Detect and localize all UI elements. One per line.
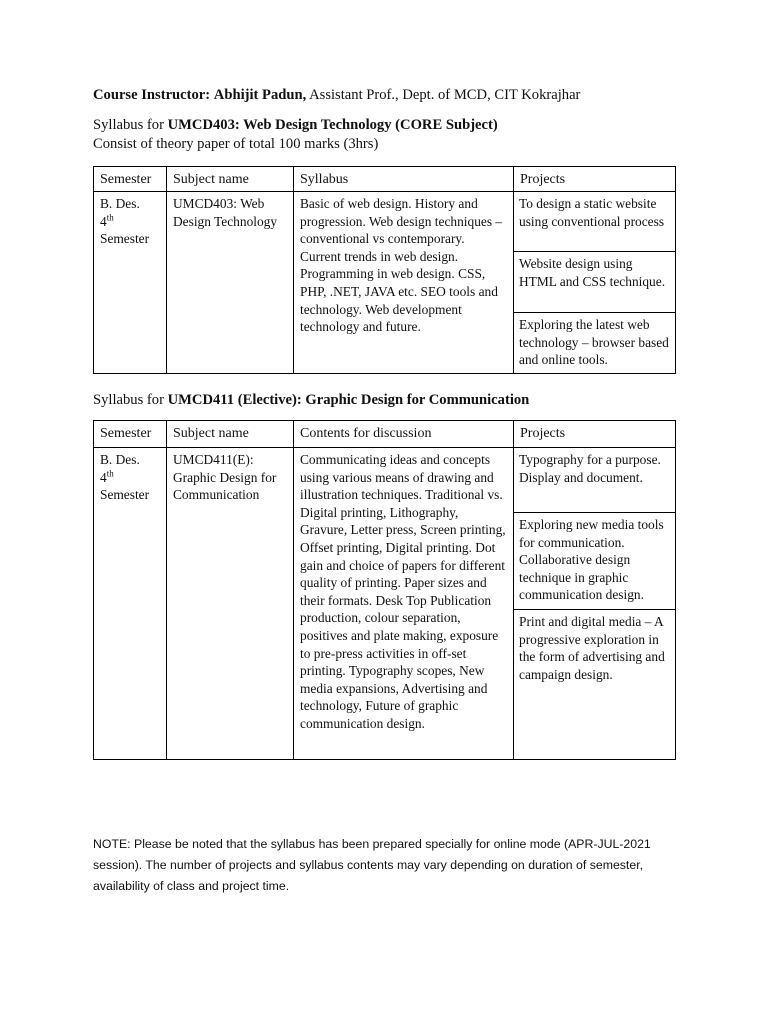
project-item: To design a static website using conventional process bbox=[514, 192, 675, 252]
project-item: Typography for a purpose. Display and document. bbox=[514, 448, 675, 513]
col-header: Semester bbox=[100, 172, 152, 187]
syllabus-cell: Basic of web design. History and progression. Web design techniques – conventional vs contemporary. Current trends in web design. Programming in web design. CSS, PHP, .NET, JAVA etc. SEO tools and technology. Web development technology and future. bbox=[300, 196, 503, 335]
col-header: Projects bbox=[520, 172, 566, 187]
subject-cell: UMCD403: Web Design Technology bbox=[173, 196, 278, 229]
instructor-name: Abhijit Padun, bbox=[213, 87, 307, 103]
table-row bbox=[94, 448, 676, 760]
semester-cell: B. Des. 4th Semester bbox=[100, 452, 150, 503]
project-item: Website design using HTML and CSS technique. bbox=[514, 252, 675, 313]
col-header: Subject name bbox=[173, 172, 249, 187]
course2-heading bbox=[93, 391, 529, 409]
col-header: Projects bbox=[520, 426, 566, 441]
project-item: Print and digital media – A progressive exploration in the form of advertising and campaign design. bbox=[519, 614, 665, 682]
course1-heading bbox=[93, 116, 498, 134]
projects-cell bbox=[514, 192, 675, 373]
project-item: Exploring new media tools for communication. Collaborative design technique in graphic communication design. bbox=[514, 513, 675, 610]
col-header: Syllabus bbox=[300, 172, 349, 187]
course1-marks-note: Consist of theory paper of total 100 marks (3hrs) bbox=[93, 136, 379, 152]
course1-prefix: Syllabus for bbox=[93, 117, 168, 133]
subject-cell: UMCD411(E): Graphic Design for Communication bbox=[173, 452, 277, 503]
course2-prefix: Syllabus for bbox=[93, 392, 168, 408]
col-header: Subject name bbox=[173, 426, 249, 441]
course-instructor-line bbox=[93, 86, 580, 104]
col-header: Semester bbox=[100, 426, 152, 441]
table-header-row bbox=[94, 421, 676, 448]
course2-table bbox=[93, 420, 676, 760]
footer-note: NOTE: Please be noted that the syllabus has been prepared specially for online mode (APR-JUL-2021 session). The number of projects and syllabus contents may vary depending on duration of semester, availability of class and project time. bbox=[93, 837, 651, 893]
project-item: Exploring the latest web technology – browser based and online tools. bbox=[519, 317, 669, 368]
projects-cell bbox=[514, 448, 675, 759]
course1-table bbox=[93, 166, 676, 374]
table-header-row bbox=[94, 167, 676, 192]
course2-title: UMCD411 (Elective): Graphic Design for Communication bbox=[167, 392, 530, 408]
instructor-label: Course Instructor: bbox=[93, 87, 211, 103]
col-header: Contents for discussion bbox=[300, 426, 432, 441]
contents-cell: Communicating ideas and concepts using various means of drawing and illustration techniques. Traditional vs. Digital printing, Lithography, Gravure, Letter press, Screen printing, Offset printing, Digital printing. Dot gain and choice of papers for different quality of printing. Paper sizes and their formats. Desk Top Publication production, colour separation, positives and plate making, exposure to pre-press activities in off-set printing. Typography scopes, New media expansions, Advertising and technology, Future of graphic communication design. bbox=[300, 452, 506, 731]
instructor-detail: Assistant Prof., Dept. of MCD, CIT Kokrajhar bbox=[306, 87, 581, 103]
semester-cell: B. Des. 4th Semester bbox=[100, 196, 150, 247]
course1-title: UMCD403: Web Design Technology (CORE Subject) bbox=[167, 117, 498, 133]
table-row bbox=[94, 192, 676, 374]
